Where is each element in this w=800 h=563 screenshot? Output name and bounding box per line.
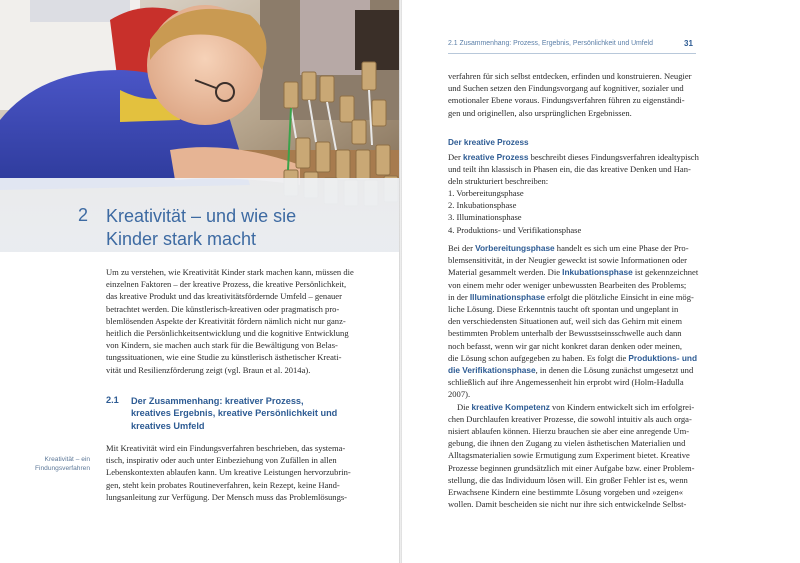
chapter-title-line: Kinder stark macht bbox=[106, 229, 257, 249]
keyword: Inkubationsphase bbox=[562, 267, 633, 278]
text-line: gebung, die ihnen den Zugang zu vielen ästhetischen Materialien und bbox=[448, 438, 686, 449]
text-line: 2007). bbox=[448, 389, 471, 400]
subheading: Der kreative Prozess bbox=[448, 138, 529, 147]
keyword: kreative Kompetenz bbox=[471, 401, 550, 412]
phase-list bbox=[448, 187, 698, 236]
text-line: liche Lösung. Diese Erkenntnis taucht oft spontan und ungeplant in bbox=[448, 304, 679, 315]
right-page bbox=[402, 0, 800, 563]
text-run: Material gesammelt werden. Die bbox=[448, 267, 563, 278]
text-run: von Kindern entwickelt sich im erfolgrei- bbox=[549, 401, 695, 412]
text-run: ist gekennzeichnet bbox=[632, 267, 699, 278]
section-number: 2.1 bbox=[106, 395, 119, 405]
text-run: die Lösung schon aufgegeben zu haben. Es folgt die bbox=[448, 352, 629, 363]
text-line: blemsensitivität, in der Neugier geweckt ist sowie Informationen oder bbox=[448, 255, 688, 266]
keyword: Produktions- und bbox=[628, 352, 698, 363]
margin-note-line: Kreativität – ein bbox=[44, 456, 90, 463]
list-item: 1. Vorbereitungsphase bbox=[448, 188, 524, 198]
text-line: Alltagsmaterialien sowie Ermutigung zum Experiment bietet. Kreative bbox=[448, 450, 690, 461]
text-line: Lebenskontexten ablaufen kann. Um kreative Leistungen hervorzubrin- bbox=[106, 467, 351, 478]
text-line: Erwachsene Kindern eine bestimmte Lösung vorgeben und »zeigen« bbox=[448, 487, 684, 498]
text-line bbox=[448, 401, 698, 413]
margin-note bbox=[20, 455, 90, 473]
text-line bbox=[448, 242, 698, 254]
text-line: Prozesse beginnen grundsätzlich mit einer Aufgabe bzw. einer Problem- bbox=[448, 462, 695, 473]
chapter-title bbox=[106, 205, 366, 251]
section-title-line: Der Zusammenhang: kreativer Prozess, bbox=[131, 396, 304, 406]
section-title bbox=[131, 395, 361, 432]
text-line: verfahren für sich selbst entdecken, erfinden und konstruieren. Neugier bbox=[448, 71, 692, 81]
process-intro bbox=[448, 151, 698, 188]
text-line bbox=[448, 352, 698, 364]
list-item: 4. Produktions- und Verifikationsphase bbox=[448, 224, 582, 235]
list-item: 3. Illuminationsphase bbox=[448, 212, 522, 223]
list-item: 2. Inkubationsphase bbox=[448, 200, 517, 211]
keyword: kreative Prozess bbox=[462, 152, 529, 162]
text-line: das kreative Produkt und das kreativitätsfördernde Umfeld – genauer bbox=[106, 291, 342, 302]
chapter-number: 2 bbox=[78, 205, 89, 225]
text-line bbox=[448, 266, 698, 278]
keyword: Illuminationsphase bbox=[469, 291, 545, 302]
text-line: und Suchen setzen den Findungsvorgang auf kognitiver, sozialer und bbox=[448, 83, 684, 94]
text-run: Die bbox=[457, 401, 472, 412]
text-line: noch befasst, wenn wir gar nicht konkret daran denken oder meinen, bbox=[448, 340, 683, 351]
text-line: von Kindern, sie machen auch stark für die Bewältigung von Belas- bbox=[106, 340, 338, 351]
text-line: Mit Kreativität wird ein Findungsverfahren beschrieben, das systema- bbox=[106, 443, 346, 453]
text-line: von einem mehr oder weniger unbewussten Bearbeiten des Problems; bbox=[448, 279, 687, 290]
text-line: vität und Resilienzförderung zeigt (vgl. Braun et al. 2014a). bbox=[106, 364, 311, 375]
text-line: gen und originellen, also ursprünglichen Ergebnissen. bbox=[448, 107, 632, 118]
header-rule bbox=[448, 53, 696, 54]
section-title-line: kreatives Ergebnis, kreative Persönlichkeit und bbox=[131, 408, 338, 419]
text-line: nisiert ablaufen können. Hierzu brauchen sie aber eine anregende Um- bbox=[448, 426, 690, 437]
text-line: den verschiedensten Situationen auf, weil sich das Gehirn mit einem bbox=[448, 316, 683, 327]
keyword: Vorbereitungsphase bbox=[475, 243, 555, 253]
text-line: schließlich auf ihre Angemessenheit hin erprobt wird (Holm-Hadulla bbox=[448, 377, 684, 388]
text-run: beschreibt dieses Findungsverfahren idealtypisch bbox=[528, 152, 699, 162]
text-line: Um zu verstehen, wie Kreativität Kinder stark machen kann, müssen die bbox=[106, 267, 354, 277]
text-run: Der bbox=[448, 152, 463, 162]
text-line: tisch, inspirativ oder auch unter Einbeziehung von Zufällen in allen bbox=[106, 455, 337, 466]
text-line: emotionaler Ebene voraus. Findungsverfahren führen zu eigenständi- bbox=[448, 95, 685, 106]
text-run: erfolgt die plötzliche Einsicht in eine mög- bbox=[545, 291, 694, 302]
text-line bbox=[448, 291, 698, 303]
text-line: bestimmten Problem unterhalb der Bewusstseinsschwelle auch dann bbox=[448, 328, 682, 339]
text-line: gen, steht kein probates Routineverfahren, kein Rezept, keine Hand- bbox=[106, 479, 340, 490]
section-body bbox=[106, 442, 362, 503]
text-run: , in denen die Lösung zunächst umgesetzt und bbox=[535, 365, 694, 376]
text-line: heitlich die Persönlichkeitsentwicklung und die kognitive Entwicklung bbox=[106, 328, 349, 339]
text-line: tungssituationen, wie eine Studie zu künstlerisch ästhetischer Kreati- bbox=[106, 352, 342, 363]
main-text bbox=[448, 242, 698, 510]
chapter-title-line: Kreativität – und wie sie bbox=[106, 206, 297, 226]
text-line: wollen. Damit bescheiden sie nicht nur ihre sich entwickelnde Selbst- bbox=[448, 499, 687, 510]
text-line: deln strukturiert beschreiben: bbox=[448, 176, 549, 187]
page-number: 31 bbox=[684, 39, 693, 48]
text-line: blemlösenden Aspekte der Kreativität fördern nämlich nicht nur ganz- bbox=[106, 315, 346, 326]
margin-note-line: Findungsverfahren bbox=[35, 465, 90, 472]
text-line: stellung, die das Individuum lösen will. Ein großer Fehler ist es, wenn bbox=[448, 474, 688, 485]
text-run: in der bbox=[448, 291, 470, 302]
text-line: und teilt ihn klassisch in Phasen ein, die das kreative Denken und Han- bbox=[448, 164, 691, 175]
text-line: betrachtet werden. Die künstlerisch-kreativen oder pragmatisch pro- bbox=[106, 303, 340, 314]
text-run: Bei der bbox=[448, 243, 476, 253]
text-line bbox=[448, 151, 698, 163]
text-line: einzelnen Faktoren – der kreative Prozess, die kreative Persönlichkeit, bbox=[106, 279, 347, 290]
text-run: handelt es sich um eine Phase der Pro- bbox=[554, 243, 689, 253]
running-head: 2.1 Zusammenhang: Prozess, Ergebnis, Persönlichkeit und Umfeld bbox=[448, 40, 653, 47]
continued-text bbox=[448, 70, 698, 119]
section-title-line: kreatives Umfeld bbox=[131, 420, 205, 431]
text-line: lungsanleitung zur Verfügung. Der Mensch muss das Problemlösungs- bbox=[106, 491, 348, 502]
text-line: chen Durchlaufen kreativer Prozesse, die sowohl intuitiv als auch orga- bbox=[448, 413, 692, 424]
keyword: die Verifikationsphase bbox=[448, 365, 536, 376]
text-line bbox=[448, 364, 698, 376]
chapter-intro bbox=[106, 266, 362, 376]
